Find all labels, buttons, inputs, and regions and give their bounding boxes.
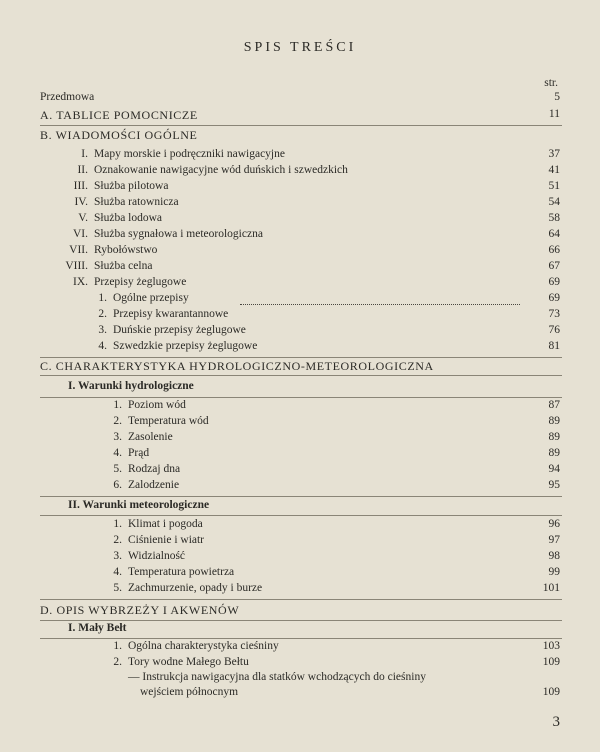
entry-number: 1.	[113, 518, 122, 530]
entry-text: Ogólna charakterystyka cieśniny	[128, 640, 279, 652]
page-ref: 64	[548, 228, 560, 240]
entry-text: Mapy morskie i podręczniki nawigacyjne	[94, 148, 285, 160]
toc-subentry	[0, 431, 600, 447]
toc-entry	[0, 276, 600, 292]
page-title: SPIS TREŚCI	[243, 40, 357, 55]
page-ref: 54	[548, 196, 560, 208]
page-ref: 69	[548, 292, 560, 304]
page-ref: 109	[542, 686, 560, 698]
entry-text: Poziom wód	[128, 399, 186, 411]
entry-number: VIII.	[65, 260, 88, 272]
toc-subentry	[0, 399, 600, 415]
entry-number: 5.	[113, 582, 122, 594]
toc-entry	[0, 196, 600, 212]
toc-subentry	[0, 340, 600, 356]
page-ref: 94	[548, 463, 560, 475]
divider	[40, 515, 562, 516]
entry-number: 3.	[113, 431, 122, 443]
entry-text: Duńskie przepisy żeglugowe	[113, 324, 246, 336]
entry-text: Służba lodowa	[94, 212, 163, 224]
dot-leader	[240, 303, 520, 305]
entry-text: Przedmowa	[40, 91, 95, 103]
toc-section-b-title	[0, 128, 600, 144]
entry-text: Widzialność	[128, 550, 186, 562]
entry-text: I. Mały Bełt	[68, 622, 127, 634]
entry-text: I. Warunki hydrologiczne	[68, 380, 194, 392]
entry-text: Przepisy żeglugowe	[94, 276, 187, 288]
entry-text: Temperatura powietrza	[128, 566, 235, 578]
divider	[40, 620, 562, 621]
entry-number: 2.	[113, 415, 122, 427]
toc-subentry	[0, 324, 600, 340]
entry-number: 4.	[113, 447, 122, 459]
entry-text: wejściem północnym	[140, 686, 239, 698]
page-ref: 11	[548, 108, 560, 120]
page-ref: 95	[548, 479, 560, 491]
page-ref: 66	[548, 244, 560, 256]
page-ref: 87	[548, 399, 560, 411]
entry-text: Klimat i pogoda	[128, 518, 203, 530]
toc-subentry	[0, 550, 600, 566]
entry-number: 4.	[113, 566, 122, 578]
toc-entry	[0, 180, 600, 196]
entry-text: Zalodzenie	[128, 479, 180, 491]
entry-text: Temperatura wód	[128, 415, 209, 427]
toc-instruction-line1	[0, 671, 600, 687]
entry-number: VII.	[69, 244, 88, 256]
entry-text: Szwedzkie przepisy żeglugowe	[113, 340, 258, 352]
page-ref: 5	[554, 91, 560, 103]
toc-entry-preface	[0, 91, 600, 107]
toc-section-a	[0, 108, 600, 124]
toc-entry	[0, 212, 600, 228]
page-column-label: str.	[544, 77, 558, 89]
entry-number: II.	[77, 164, 88, 176]
entry-number: IX.	[72, 276, 88, 288]
divider	[40, 638, 562, 639]
entry-number: 1.	[113, 640, 122, 652]
toc-entry	[0, 164, 600, 180]
entry-text: Zachmurzenie, opady i burze	[128, 582, 263, 594]
toc-group-title	[0, 380, 600, 396]
page-ref: 98	[548, 550, 560, 562]
divider	[40, 599, 562, 600]
page-ref: 73	[548, 308, 560, 320]
toc-subentry	[0, 308, 600, 324]
entry-number: 5.	[113, 463, 122, 475]
entry-number: 6.	[113, 479, 122, 491]
toc-entry	[0, 260, 600, 276]
page-ref: 58	[548, 212, 560, 224]
entry-text: C. CHARAKTERYSTYKA HYDROLOGICZNO-METEOROLOGICZNA	[40, 359, 434, 373]
entry-number: 3.	[98, 324, 107, 336]
entry-number: 1.	[98, 292, 107, 304]
entry-text: D. OPIS WYBRZEŻY I AKWENÓW	[40, 603, 240, 617]
entry-text: A. TABLICE POMOCNICZE	[40, 108, 198, 122]
toc-instruction-line2	[0, 686, 600, 702]
entry-number: V.	[78, 212, 88, 224]
toc-subentry	[0, 292, 600, 308]
toc-subentry	[0, 656, 600, 672]
page-ref: 109	[542, 656, 560, 668]
entry-text: B. WIADOMOŚCI OGÓLNE	[40, 128, 198, 142]
toc-entry	[0, 148, 600, 164]
toc-subentry	[0, 534, 600, 550]
entry-text: Tory wodne Małego Bełtu	[128, 656, 249, 668]
toc-section-c-title	[0, 359, 600, 375]
toc-group-title	[0, 622, 600, 638]
entry-text: Rybołówstwo	[94, 244, 158, 256]
entry-text: Służba celna	[94, 260, 153, 272]
toc-subentry	[0, 566, 600, 582]
page-ref: 51	[548, 180, 560, 192]
entry-text: Oznakowanie nawigacyjne wód duńskich i szwedzkich	[94, 164, 348, 176]
divider	[40, 375, 562, 376]
toc-subentry	[0, 415, 600, 431]
page-ref: 89	[548, 415, 560, 427]
page-ref: 81	[548, 340, 560, 352]
page-ref: 76	[548, 324, 560, 336]
entry-text: Ciśnienie i wiatr	[128, 534, 205, 546]
toc-subentry	[0, 582, 600, 598]
toc-subentry	[0, 518, 600, 534]
page-ref: 101	[542, 582, 560, 594]
page-ref: 96	[548, 518, 560, 530]
page-ref: 97	[548, 534, 560, 546]
divider	[40, 357, 562, 358]
entry-text: Rodzaj dna	[128, 463, 181, 475]
toc-subentry	[0, 463, 600, 479]
entry-text: Ogólne przepisy	[113, 292, 189, 304]
toc-group-title	[0, 499, 600, 515]
entry-text: Zasolenie	[128, 431, 173, 443]
page-number: 3	[552, 714, 560, 730]
divider	[40, 125, 562, 126]
entry-number: VI.	[72, 228, 88, 240]
entry-number: 4.	[98, 340, 107, 352]
page-ref: 99	[548, 566, 560, 578]
entry-number: 2.	[113, 534, 122, 546]
entry-text: Służba pilotowa	[94, 180, 169, 192]
entry-number: 3.	[113, 550, 122, 562]
page-ref: 37	[548, 148, 560, 160]
toc-entry	[0, 228, 600, 244]
entry-text: II. Warunki meteorologiczne	[68, 499, 210, 511]
toc-subentry	[0, 447, 600, 463]
divider	[40, 496, 562, 497]
entry-number: 2.	[98, 308, 107, 320]
entry-number: 1.	[113, 399, 122, 411]
toc-section-d-title	[0, 603, 600, 619]
divider	[40, 397, 562, 398]
toc-subentry	[0, 640, 600, 656]
entry-text: Służba sygnałowa i meteorologiczna	[94, 228, 263, 240]
page-ref: 69	[548, 276, 560, 288]
toc-subentry	[0, 479, 600, 495]
entry-number: III.	[73, 180, 88, 192]
page-ref: 67	[548, 260, 560, 272]
entry-number: I.	[81, 148, 88, 160]
page-ref: 89	[548, 431, 560, 443]
entry-text: Służba ratownicza	[94, 196, 179, 208]
entry-number: 2.	[113, 656, 122, 668]
page-ref: 41	[548, 164, 560, 176]
entry-text: — Instrukcja nawigacyjna dla statków wchodzących do cieśniny	[128, 671, 426, 683]
toc-entry	[0, 244, 600, 260]
page-ref: 89	[548, 447, 560, 459]
entry-number: IV.	[74, 196, 88, 208]
entry-text: Prąd	[128, 447, 150, 459]
entry-text: Przepisy kwarantannowe	[113, 308, 229, 320]
page-ref: 103	[542, 640, 560, 652]
